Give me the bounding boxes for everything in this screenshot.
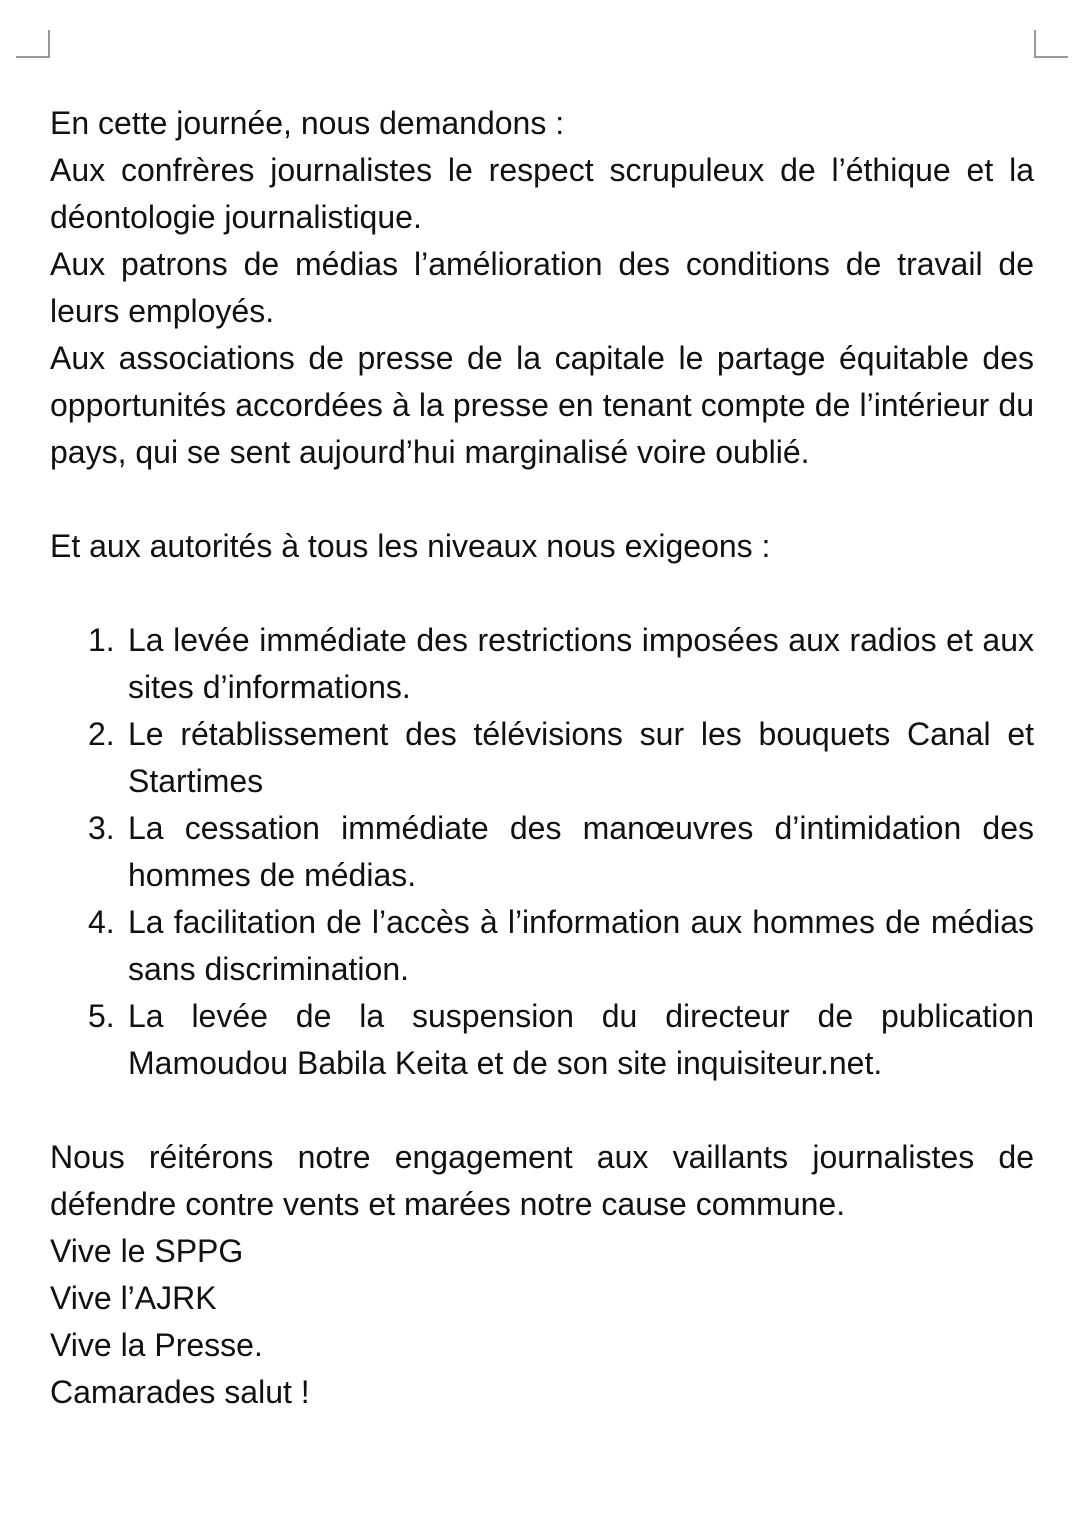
paragraph-spacer: [50, 1087, 1034, 1134]
paragraph-spacer: [50, 570, 1034, 617]
demand-number: 1.: [88, 622, 115, 658]
closing-line-presse: Vive la Presse.: [50, 1327, 263, 1363]
closing-commitment: Nous réitérons notre engagement aux vaillants journalistes de défendre contre vents et marées notre cause commune.: [50, 1139, 1034, 1222]
demand-item: [50, 617, 1034, 711]
demand-text: La cessation immédiate des manœuvres d’intimidation des hommes de médias.: [128, 810, 1034, 893]
demand-number: 2.: [88, 716, 115, 752]
demand-text: Le rétablissement des télévisions sur les bouquets Canal et Startimes: [128, 716, 1034, 799]
intro-paragraph-press-associations: Aux associations de presse de la capitale le partage équitable des opportunités accordées à la presse en tenant compte de l’intérieur du pays, qui se sent aujourd’hui marginalisé voire oublié.: [50, 340, 1034, 470]
demand-item: [50, 805, 1034, 899]
demand-number: 5.: [88, 998, 115, 1034]
demand-item: [50, 711, 1034, 805]
authorities-lead: Et aux autorités à tous les niveaux nous exigeons :: [50, 528, 771, 564]
paragraph-spacer: [50, 476, 1034, 523]
page-corner-mark-right: [1034, 30, 1068, 58]
intro-paragraph-media-owners: Aux patrons de médias l’amélioration des conditions de travail de leurs employés.: [50, 246, 1034, 329]
demands-list: [50, 617, 1034, 1087]
intro-paragraph-journalists: Aux confrères journalistes le respect scrupuleux de l’éthique et la déontologie journalistique.: [50, 152, 1034, 235]
document-page-body: [50, 100, 1034, 1416]
demand-number: 3.: [88, 810, 115, 846]
demand-item: [50, 899, 1034, 993]
closing-line-ajrk: Vive l’AJRK: [50, 1280, 217, 1316]
intro-lead: En cette journée, nous demandons :: [50, 105, 565, 141]
demand-item: [50, 993, 1034, 1087]
closing-line-salut: Camarades salut !: [50, 1374, 310, 1410]
demand-text: La levée de la suspension du directeur de publication Mamoudou Babila Keita et de son site inquisiteur.net.: [128, 998, 1034, 1081]
demand-number: 4.: [88, 904, 115, 940]
page-corner-mark-left: [16, 30, 50, 58]
demand-text: La facilitation de l’accès à l’information aux hommes de médias sans discrimination.: [128, 904, 1034, 987]
demand-text: La levée immédiate des restrictions imposées aux radios et aux sites d’informations.: [128, 622, 1034, 705]
closing-line-sppg: Vive le SPPG: [50, 1233, 244, 1269]
